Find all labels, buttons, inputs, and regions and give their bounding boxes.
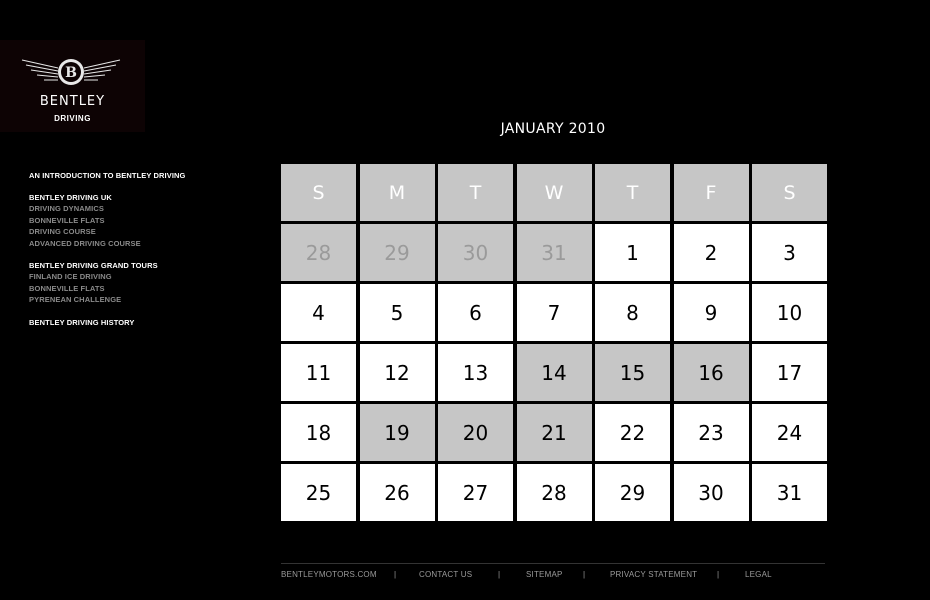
- calendar-day[interactable]: 28: [517, 464, 592, 521]
- calendar-day[interactable]: 13: [438, 344, 513, 401]
- calendar-day[interactable]: 5: [360, 284, 435, 341]
- footer-separator: |: [394, 570, 397, 579]
- calendar-day[interactable]: 18: [281, 404, 356, 461]
- footer-link[interactable]: SITEMAP: [526, 570, 563, 579]
- calendar-day-event[interactable]: 21: [517, 404, 592, 461]
- nav-group: [29, 192, 239, 249]
- calendar-day-outside-month[interactable]: 28: [281, 224, 356, 281]
- calendar-day-event[interactable]: 19: [360, 404, 435, 461]
- nav-sub-link[interactable]: FINLAND ICE DRIVING: [29, 272, 112, 281]
- calendar-day[interactable]: 4: [281, 284, 356, 341]
- calendar-day-outside-month[interactable]: 29: [360, 224, 435, 281]
- weekday-header: S: [281, 164, 356, 221]
- calendar-day[interactable]: 26: [360, 464, 435, 521]
- weekday-header: W: [517, 164, 592, 221]
- weekday-header: M: [360, 164, 435, 221]
- nav-sub-link[interactable]: DRIVING DYNAMICS: [29, 204, 104, 213]
- calendar-day[interactable]: 2: [674, 224, 749, 281]
- nav-group: [29, 317, 239, 328]
- calendar-day[interactable]: 10: [752, 284, 827, 341]
- calendar-day[interactable]: 29: [595, 464, 670, 521]
- weekday-header: F: [674, 164, 749, 221]
- calendar-day-outside-month[interactable]: 30: [438, 224, 513, 281]
- svg-text:B: B: [65, 65, 77, 81]
- nav-heading-link[interactable]: AN INTRODUCTION TO BENTLEY DRIVING: [29, 171, 186, 180]
- nav-sub-link[interactable]: DRIVING COURSE: [29, 227, 96, 236]
- footer-link[interactable]: BENTLEYMOTORS.COM: [281, 570, 377, 579]
- calendar-day-event[interactable]: 16: [674, 344, 749, 401]
- weekday-header: T: [595, 164, 670, 221]
- brand-logo[interactable]: [0, 40, 145, 132]
- nav-heading-link[interactable]: BENTLEY DRIVING HISTORY: [29, 317, 135, 327]
- footer-separator: |: [498, 570, 501, 579]
- calendar-day[interactable]: 25: [281, 464, 356, 521]
- footer: [281, 570, 825, 582]
- calendar-day[interactable]: 24: [752, 404, 827, 461]
- nav-sub-link[interactable]: BONNEVILLE FLATS: [29, 283, 105, 293]
- nav-sub-link[interactable]: ADVANCED DRIVING COURSE: [29, 238, 141, 248]
- nav-sub-link[interactable]: BONNEVILLE FLATS: [29, 215, 105, 225]
- calendar-day[interactable]: 11: [281, 344, 356, 401]
- calendar-day-event[interactable]: 15: [595, 344, 670, 401]
- nav-heading-link[interactable]: BENTLEY DRIVING GRAND TOURS: [29, 261, 158, 270]
- calendar-day[interactable]: 7: [517, 284, 592, 341]
- calendar-day[interactable]: 27: [438, 464, 513, 521]
- nav-group: [29, 260, 239, 306]
- calendar-day[interactable]: 17: [752, 344, 827, 401]
- winged-b-logo-icon: [20, 56, 122, 88]
- calendar-day[interactable]: 1: [595, 224, 670, 281]
- calendar-day-outside-month[interactable]: 31: [517, 224, 592, 281]
- footer-link[interactable]: CONTACT US: [419, 570, 473, 579]
- nav-sub-link[interactable]: PYRENEAN CHALLENGE: [29, 295, 122, 304]
- calendar-day[interactable]: 6: [438, 284, 513, 341]
- calendar-grid: [281, 164, 825, 522]
- weekday-header: S: [752, 164, 827, 221]
- footer-separator: |: [717, 570, 720, 579]
- calendar-day[interactable]: 8: [595, 284, 670, 341]
- calendar-day[interactable]: 12: [360, 344, 435, 401]
- calendar-day[interactable]: 9: [674, 284, 749, 341]
- calendar-day[interactable]: 22: [595, 404, 670, 461]
- footer-link[interactable]: LEGAL: [745, 570, 772, 579]
- nav-group: [29, 170, 239, 181]
- weekday-header: T: [438, 164, 513, 221]
- footer-link[interactable]: PRIVACY STATEMENT: [610, 570, 698, 579]
- calendar-day[interactable]: 30: [674, 464, 749, 521]
- brand-subtitle: DRIVING: [54, 114, 91, 123]
- calendar-day-event[interactable]: 14: [517, 344, 592, 401]
- footer-separator: |: [583, 570, 586, 579]
- calendar-day-event[interactable]: 20: [438, 404, 513, 461]
- brand-name: BENTLEY: [39, 94, 106, 109]
- calendar-day[interactable]: 31: [752, 464, 827, 521]
- calendar-title: JANUARY 2010: [500, 121, 606, 137]
- sidebar-nav: [29, 170, 239, 339]
- nav-heading-link[interactable]: BENTLEY DRIVING UK: [29, 193, 112, 202]
- calendar-day[interactable]: 3: [752, 224, 827, 281]
- calendar-day[interactable]: 23: [674, 404, 749, 461]
- footer-divider: [281, 563, 825, 564]
